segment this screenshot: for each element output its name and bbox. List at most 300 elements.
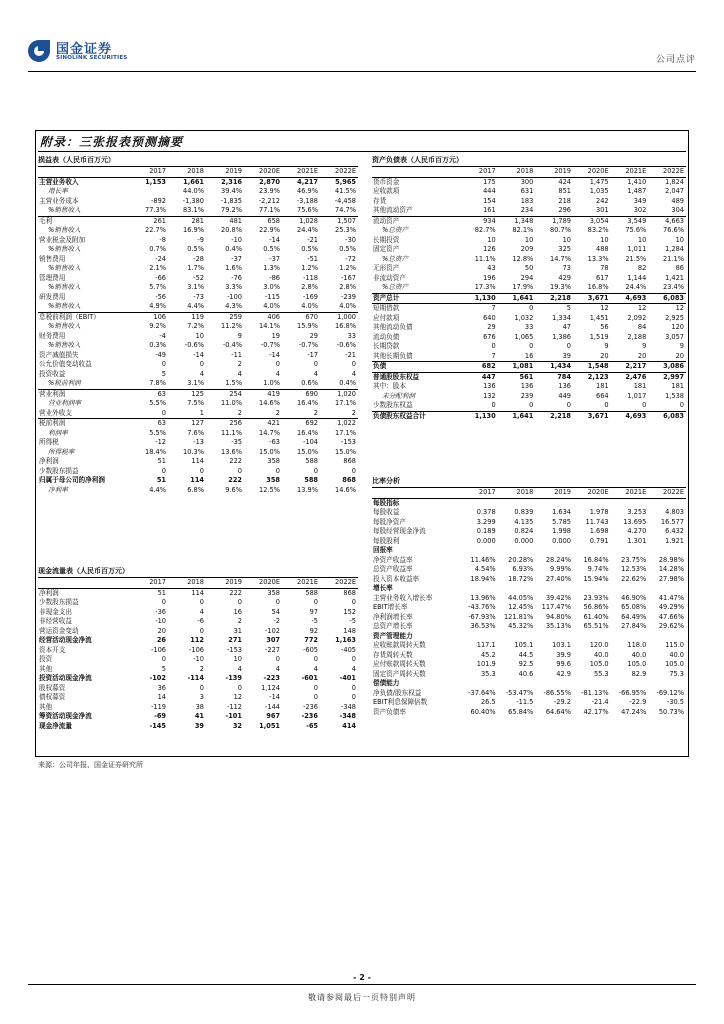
value-cell: 1.7%: [187, 264, 204, 272]
value-cell: -102: [149, 674, 166, 682]
row-label: 少数股东权益: [373, 401, 413, 409]
value-cell: -21: [345, 350, 356, 359]
value-cell: 82.9: [631, 669, 647, 678]
value-cell: 36: [157, 683, 166, 692]
value-cell: -5: [311, 617, 318, 625]
row-label: 主营业务收入增长率: [373, 593, 433, 602]
value-cell: 281: [168, 216, 206, 226]
value-cell: 3,549: [611, 216, 649, 226]
value-cell: 15.0%: [297, 447, 318, 456]
row-label: %总资产: [382, 254, 409, 263]
income-statement: [38, 155, 358, 495]
value-cell: 0: [642, 401, 647, 409]
table-row: [372, 293, 686, 304]
row-label: 长期投资: [373, 235, 400, 244]
value-cell: 106: [130, 312, 168, 322]
value-cell: 9: [642, 342, 647, 350]
value-cell: 120: [671, 323, 684, 331]
ratio-section-title: 每股指标: [373, 498, 400, 507]
value-cell: 406: [244, 312, 282, 322]
table-row: [372, 594, 686, 604]
value-cell: 120.0: [589, 641, 609, 649]
year-header-cell: 2022E: [320, 167, 358, 177]
row-label: %销售收入: [48, 341, 81, 349]
value-cell: 0: [161, 598, 166, 606]
value-cell: 271: [228, 636, 242, 644]
year-header-cell: 2017: [130, 578, 168, 588]
row-label: %总资产: [382, 226, 409, 234]
value-cell: 0.4%: [339, 379, 356, 387]
value-cell: -153: [227, 645, 242, 654]
table-row: [38, 332, 358, 342]
value-cell: 10.3%: [183, 447, 204, 456]
value-cell: 1,334: [552, 313, 571, 322]
value-cell: 1,519: [589, 332, 609, 341]
header-blank-cell: [38, 167, 130, 177]
value-cell: 1,641: [498, 293, 536, 304]
row-label: 主营业务成本: [39, 196, 79, 205]
year-header-cell: 2019: [535, 488, 573, 498]
value-cell: 4.135: [514, 517, 534, 526]
header-divider: [28, 71, 696, 72]
value-cell: 1,410: [627, 177, 647, 186]
value-cell: 117.1: [476, 641, 496, 649]
year-header-cell: 2019: [535, 167, 573, 177]
value-cell: 1: [199, 408, 204, 417]
value-cell: -36: [155, 607, 166, 616]
value-cell: 16.4%: [297, 428, 318, 437]
value-cell: 19: [271, 331, 280, 340]
value-cell: 65.84%: [508, 707, 534, 716]
ratio-section-row: [372, 584, 686, 594]
value-cell: 20: [600, 351, 609, 360]
row-label: 货币资金: [373, 177, 400, 186]
row-label: 长期贷款: [373, 342, 400, 350]
table-row: [38, 693, 358, 703]
value-cell: 0: [313, 693, 318, 701]
value-cell: 0.378: [476, 508, 496, 516]
value-cell: 6,083: [648, 411, 686, 421]
value-cell: 121.81%: [503, 612, 534, 621]
table-row: [372, 372, 686, 382]
value-cell: 161: [483, 206, 496, 214]
row-label: 存货周转天数: [373, 650, 413, 659]
value-cell: 126: [483, 245, 496, 253]
value-cell: 2.1%: [149, 264, 166, 272]
value-cell: 40.0: [593, 650, 609, 659]
value-cell: 1,789: [535, 216, 573, 226]
value-cell: 4.4%: [149, 485, 166, 494]
table-row: [372, 401, 686, 411]
row-label: 投资收益: [39, 369, 66, 378]
value-cell: 1.634: [552, 508, 571, 516]
table-row: [38, 457, 358, 467]
value-cell: 29: [309, 331, 318, 340]
row-label: 其中：股本: [373, 382, 406, 390]
table-row: [372, 362, 686, 373]
value-cell: -605: [303, 645, 318, 654]
table-row: [38, 264, 358, 274]
value-cell: 2,925: [665, 313, 684, 322]
row-label: %销售收入: [48, 283, 81, 291]
value-cell: 1.698: [589, 527, 609, 535]
value-cell: 851: [558, 187, 571, 195]
row-label: 债权募资: [39, 693, 66, 701]
value-cell: -49: [155, 350, 166, 359]
value-cell: 41.5%: [335, 187, 356, 195]
row-label: 研发费用: [39, 292, 66, 301]
row-label: 资产负债率: [373, 707, 406, 716]
value-cell: -106: [189, 645, 204, 654]
row-label: 每股经营现金净流: [373, 527, 426, 535]
value-cell: 152: [343, 607, 356, 616]
value-cell: 2.8%: [339, 283, 356, 291]
value-cell: 300: [520, 177, 534, 186]
year-header-cell: 2021E: [282, 578, 320, 588]
value-cell: 12.8%: [512, 254, 534, 263]
value-cell: 2,123: [573, 372, 611, 382]
value-cell: 0.5%: [187, 245, 204, 253]
value-cell: -51: [307, 254, 318, 263]
table-row: [38, 283, 358, 293]
value-cell: 18.94%: [470, 574, 496, 583]
page-header: [28, 38, 696, 68]
value-cell: 63: [130, 389, 168, 399]
value-cell: 4.803: [665, 508, 684, 516]
value-cell: 51: [156, 476, 166, 484]
value-cell: 97: [309, 607, 318, 616]
ratio-section-title: 偿债能力: [373, 679, 400, 687]
value-cell: 670: [282, 312, 320, 322]
value-cell: 301: [596, 206, 609, 214]
value-cell: 17.1%: [335, 428, 356, 437]
value-cell: 2,217: [611, 362, 649, 373]
value-cell: 26.5: [480, 698, 496, 706]
value-cell: 0.5%: [301, 245, 318, 253]
value-cell: -21.4: [591, 698, 609, 706]
value-cell: 2: [237, 617, 242, 625]
value-cell: 44.05%: [508, 593, 534, 602]
value-cell: 132: [483, 391, 496, 400]
value-cell: -52: [193, 273, 204, 282]
value-cell: 12.53%: [621, 565, 647, 573]
value-cell: 82: [637, 264, 647, 272]
table-row: [38, 448, 358, 458]
value-cell: -145: [149, 721, 166, 730]
row-label: 每股股利: [373, 536, 400, 545]
value-cell: 39.4%: [221, 187, 242, 195]
row-label: 无形资产: [373, 264, 400, 272]
value-cell: -30: [345, 235, 356, 244]
value-cell: -24: [155, 254, 166, 263]
value-cell: 1.6%: [225, 264, 242, 272]
year-header-cell: 2021E: [282, 167, 320, 177]
value-cell: -43.76%: [468, 603, 496, 611]
appendix-title: 附录：三张报表预测摘要: [40, 135, 184, 149]
value-cell: -8: [159, 235, 166, 244]
value-cell: 56.86%: [583, 603, 609, 611]
table-row: [372, 698, 686, 708]
value-cell: 222: [228, 476, 242, 484]
table-row: [372, 323, 686, 333]
value-cell: 20: [675, 351, 684, 360]
value-cell: -56: [155, 292, 166, 301]
table-row: [38, 588, 358, 598]
table-row: [372, 622, 686, 632]
row-label: 非经营收益: [39, 617, 72, 625]
year-header-cell: 2022E: [648, 167, 686, 177]
value-cell: 3: [199, 693, 204, 701]
table-row: [38, 674, 358, 684]
value-cell: 4.4%: [187, 302, 204, 310]
value-cell: 13.9%: [297, 485, 318, 494]
value-cell: 136: [483, 382, 496, 390]
value-cell: 36.53%: [470, 622, 496, 630]
table-row: [372, 352, 686, 362]
value-cell: 11.0%: [221, 399, 242, 407]
value-cell: 9: [604, 342, 609, 350]
row-label: 投资活动现金净流: [39, 674, 92, 682]
row-label: 其他流动负债: [373, 323, 413, 331]
value-cell: 0.839: [514, 508, 534, 516]
value-cell: -106: [151, 645, 166, 654]
row-label: 净资产收益率: [373, 555, 413, 564]
value-cell: 2,188: [627, 332, 647, 341]
value-cell: 3,086: [648, 362, 686, 373]
value-cell: -401: [339, 674, 356, 682]
value-cell: 103.1: [552, 641, 571, 649]
year-header-cell: 2022E: [648, 488, 686, 498]
row-label: 应付账款周转天数: [373, 660, 426, 668]
value-cell: 0: [275, 466, 280, 475]
value-cell: 23.9%: [259, 187, 280, 195]
ratio-section-row: [372, 632, 686, 642]
value-cell: 5.7%: [149, 283, 166, 291]
value-cell: 4.54%: [474, 565, 496, 573]
value-cell: 1.3%: [263, 264, 280, 272]
header-blank-cell: [372, 488, 460, 498]
value-cell: 0: [313, 466, 318, 475]
value-cell: -236: [303, 702, 318, 711]
value-cell: 0.824: [514, 527, 534, 535]
value-cell: 11.2%: [221, 322, 242, 330]
value-cell: 2,047: [665, 187, 684, 195]
value-cell: -153: [341, 438, 356, 446]
row-label: 净利润增长率: [373, 612, 413, 621]
row-label: %销售收入: [48, 264, 81, 272]
value-cell: 105.0: [627, 660, 647, 668]
value-cell: 0: [351, 693, 356, 701]
value-cell: 1,035: [589, 187, 609, 195]
value-cell: 349: [633, 196, 647, 205]
logo-text-cn: 国金证券: [56, 42, 113, 57]
row-label: %销售收入: [48, 245, 81, 253]
value-cell: 4.9%: [149, 302, 166, 310]
value-cell: 40.0: [669, 650, 684, 659]
value-cell: 0: [351, 655, 356, 663]
value-cell: 12: [233, 693, 242, 701]
value-cell: 94.80%: [545, 612, 571, 621]
row-label: 每股净资产: [373, 517, 406, 526]
ratio-section-row: [372, 546, 686, 556]
balance-sheet-title: 资产负债表（人民币百万元）: [372, 155, 686, 167]
value-cell: -1,835: [220, 196, 242, 205]
table-row: [38, 409, 358, 419]
table-row: [38, 627, 358, 637]
value-cell: 44.5: [518, 650, 534, 659]
value-cell: 15.94%: [583, 574, 609, 583]
value-cell: 181: [671, 382, 684, 390]
value-cell: 5: [161, 369, 166, 378]
value-cell: 0: [351, 683, 356, 692]
value-cell: 23.4%: [663, 283, 684, 291]
value-cell: 489: [671, 196, 684, 205]
value-cell: 7.2%: [187, 322, 204, 330]
value-cell: -13: [193, 438, 204, 446]
value-cell: 64.64%: [545, 707, 571, 716]
value-cell: 4: [275, 369, 280, 378]
value-cell: 3,057: [665, 332, 684, 341]
value-cell: 24.4%: [297, 226, 318, 234]
value-cell: 41.47%: [658, 593, 684, 602]
value-cell: -118: [303, 273, 318, 282]
value-cell: 429: [558, 273, 571, 282]
value-cell: 222: [229, 588, 242, 597]
value-cell: 1,163: [335, 636, 356, 644]
year-header-cell: 2019: [206, 167, 244, 177]
value-cell: 261: [130, 216, 168, 226]
value-cell: 47: [562, 323, 571, 331]
value-cell: 1.2%: [339, 264, 356, 272]
value-cell: 11.46%: [470, 555, 496, 564]
value-cell: 0.5%: [339, 245, 356, 253]
value-cell: 1,020: [320, 389, 358, 399]
value-cell: 0: [679, 401, 684, 409]
value-cell: 488: [596, 245, 609, 253]
value-cell: 0: [498, 304, 536, 314]
value-cell: 4.0%: [339, 302, 356, 310]
table-row: [372, 333, 686, 343]
value-cell: -0.7%: [260, 341, 280, 349]
value-cell: 2: [275, 408, 280, 417]
value-cell: 2,870: [259, 177, 280, 186]
value-cell: 1,022: [320, 419, 358, 429]
value-cell: 4,693: [611, 293, 649, 304]
row-label: 资本开支: [39, 645, 66, 654]
value-cell: 1,284: [665, 245, 684, 253]
row-label: 应收款项: [373, 187, 400, 195]
value-cell: -5: [349, 617, 356, 625]
value-cell: 51: [157, 588, 166, 597]
row-label: %税前利润: [48, 379, 81, 387]
value-cell: 14.7%: [259, 428, 280, 437]
value-cell: 26: [156, 636, 166, 644]
value-cell: 0: [313, 655, 318, 663]
table-row: [38, 684, 358, 694]
value-cell: 4: [351, 369, 356, 378]
value-cell: 209: [520, 245, 534, 253]
value-cell: 31: [233, 626, 242, 635]
value-cell: 56: [600, 323, 609, 331]
table-row: [372, 304, 686, 314]
row-label: 固定资产: [373, 245, 400, 253]
value-cell: -35: [231, 438, 242, 446]
value-cell: -29.2: [553, 698, 571, 706]
value-cell: 4.3%: [225, 302, 242, 310]
value-cell: -9: [197, 235, 204, 244]
table-row: [38, 370, 358, 380]
balance-sheet: [372, 155, 686, 421]
value-cell: 1,130: [460, 293, 498, 304]
row-label: EBIT增长率: [373, 603, 408, 611]
value-cell: 1.0%: [263, 379, 280, 387]
value-cell: 28.98%: [658, 555, 684, 564]
value-cell: 78: [600, 264, 609, 272]
row-label: 所得税: [39, 438, 59, 446]
table-row: [372, 641, 686, 651]
value-cell: 4,693: [611, 411, 649, 421]
value-cell: 3.299: [476, 517, 496, 526]
year-header-cell: 2017: [130, 167, 168, 177]
value-cell: -11.5: [516, 698, 534, 706]
value-cell: 83.1%: [183, 206, 204, 214]
value-cell: -10: [193, 655, 204, 663]
value-cell: 11.743: [585, 517, 609, 526]
value-cell: 1,081: [498, 362, 536, 373]
value-cell: -73: [193, 292, 204, 301]
value-cell: -14: [269, 350, 280, 359]
value-cell: 3.3%: [225, 283, 242, 291]
value-cell: 6.93%: [512, 565, 534, 573]
value-cell: 105.0: [589, 660, 609, 668]
value-cell: 27.98%: [658, 574, 684, 583]
value-cell: 676: [483, 332, 496, 341]
value-cell: 1,475: [589, 177, 609, 186]
value-cell: 222: [229, 457, 242, 465]
table-row: [38, 712, 358, 722]
value-cell: 11.1%: [474, 254, 496, 263]
value-cell: 183: [520, 196, 534, 205]
row-label: 财务费用: [39, 331, 66, 340]
value-cell: 19.3%: [550, 283, 571, 291]
year-header-cell: 2020E: [244, 167, 282, 177]
value-cell: 447: [460, 372, 498, 382]
value-cell: 20.8%: [221, 226, 242, 234]
value-cell: 0: [491, 342, 496, 350]
value-cell: 17.1%: [335, 399, 356, 407]
value-cell: 16: [524, 351, 534, 360]
table-row: [372, 565, 686, 575]
value-cell: 0.4%: [225, 245, 242, 253]
value-cell: 10: [675, 235, 684, 244]
row-label: 少数股东损益: [39, 598, 79, 606]
value-cell: 20: [157, 626, 166, 635]
value-cell: 0: [199, 360, 204, 368]
value-cell: 2: [351, 408, 356, 417]
row-label: 税前利润: [38, 419, 130, 429]
table-row: [372, 660, 686, 670]
row-label: 其他流动资产: [373, 206, 413, 214]
year-header-cell: 2018: [498, 488, 536, 498]
value-cell: 1,051: [259, 721, 280, 730]
table-row: [38, 636, 358, 646]
value-cell: 0: [566, 342, 571, 350]
value-cell: -0.6%: [184, 341, 204, 349]
value-cell: -37: [231, 254, 242, 263]
table-row: [372, 342, 686, 352]
value-cell: 631: [520, 187, 534, 195]
value-cell: 0: [161, 655, 166, 663]
